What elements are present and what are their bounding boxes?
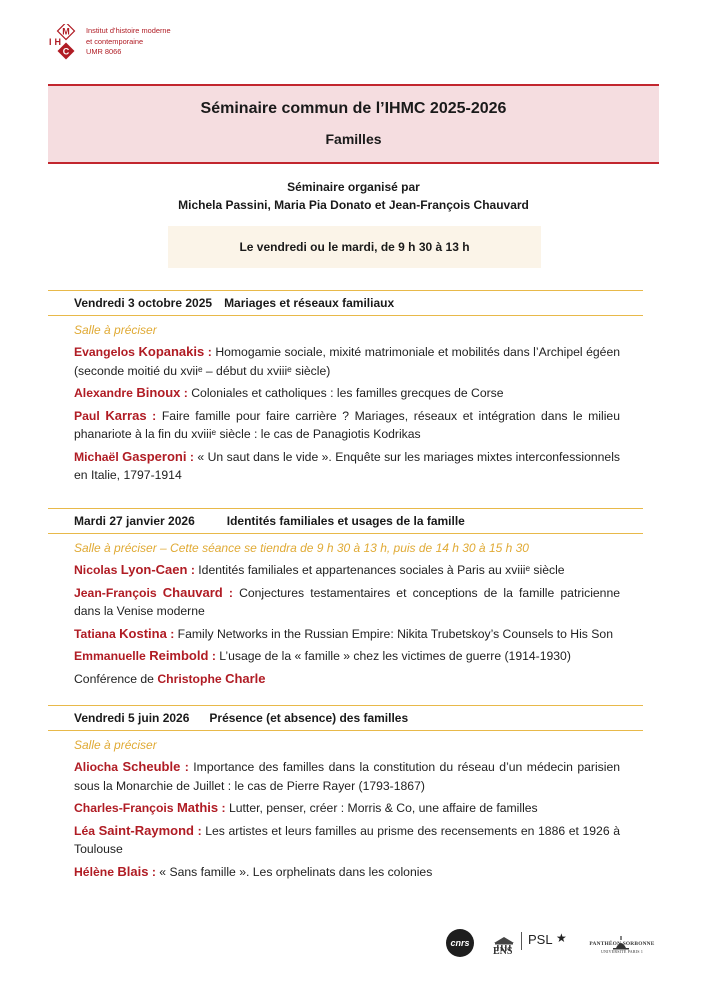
talk-item: [48, 799, 643, 818]
speaker-name: Nicolas Lyon-Caen :: [74, 562, 195, 577]
talk-item: [48, 384, 643, 403]
ihmc-logo: [46, 24, 206, 68]
session-1: [48, 290, 643, 485]
speaker-name: Léa Saint-Raymond :: [74, 822, 202, 838]
talk-title: Faire famille pour faire carrière ? Mariages, réseaux et intégration dans le milieu phanariote à la fin du xviiiᵉ siècle : le cas de Panagiotis Kodrikas: [74, 408, 620, 441]
talk-item: [48, 822, 643, 859]
speaker-name: Jean-François Chauvard :: [74, 584, 233, 600]
speaker-name: Alexandre Binoux :: [74, 385, 188, 400]
talk-title: L’usage de la « famille » chez les victimes de guerre (1914-1930): [219, 649, 571, 663]
talk-item: [48, 584, 643, 621]
speaker-name: Paul Karras :: [74, 407, 157, 423]
talk-item: [48, 758, 643, 795]
pantheon-name: PANTHÉON SORBONNE: [589, 941, 655, 947]
talk-title: Coloniales et catholiques : les familles grecques de Corse: [191, 386, 504, 400]
logo-text: [86, 26, 171, 58]
cnrs-logo: cnrs: [446, 929, 474, 957]
logo-divider: [521, 932, 522, 950]
logo-letter-c: C: [62, 46, 70, 57]
conference-line: [48, 670, 643, 689]
organisers-names: Michela Passini, Maria Pia Donato et Jean-François Chauvard: [178, 198, 529, 212]
session-header: [48, 705, 643, 731]
talk-item: [48, 407, 643, 444]
session-2: [48, 508, 643, 688]
logo-line-3: UMR 8066: [86, 47, 122, 56]
page-title: Séminaire commun de l’IHMC 2025-2026: [200, 100, 507, 117]
talk-item: [48, 561, 643, 580]
talk-title: Conjectures testamentaires et conceptions de la famille patricienne dans la Venise moderne: [74, 585, 621, 618]
page-subtitle: Familles: [325, 131, 382, 147]
talk-item: [48, 863, 643, 882]
organisers-block: [48, 178, 659, 214]
logo-line-2: et contemporaine: [86, 36, 144, 46]
psl-star-icon: ★: [556, 931, 567, 945]
session-theme: Identités familiales et usages de la famille: [226, 514, 465, 528]
session-theme: Présence (et absence) des familles: [209, 711, 409, 725]
talk-title: « Un saut dans le vide ». Enquête sur les mariages mixtes interconfessionnels en Italie, 1797-1914: [74, 449, 620, 482]
speaker-name: Aliocha Scheuble :: [74, 759, 189, 774]
conference-speaker: Christophe Charle: [157, 670, 266, 686]
speaker-name: Hélène Blais :: [74, 863, 156, 879]
speaker-name: Tatiana Kostina :: [74, 625, 175, 641]
schedule-box: Le vendredi ou le mardi, de 9 h 30 à 13 h: [168, 226, 541, 268]
talk-title: Identités familiales et appartenances sociales à Paris au xviiiᵉ siècle: [198, 563, 565, 577]
session-room: Salle à préciser: [74, 738, 157, 752]
talk-title: Homogamie sociale, mixité matrimoniale et mobilités dans l’Archipel égéen (seconde moitié du xviiᵉ – début du xviiiᵉ siècle): [74, 345, 621, 378]
session-room: Salle à préciser – Cette séance se tiendra de 9 h 30 à 13 h, puis de 14 h 30 à 15 h 30: [74, 541, 529, 555]
talk-title: Importance des familles dans la constitution du réseau d’un médecin parisien sous la Monarchie de Juillet : le cas de Pierre Rayer (1793-1867): [74, 760, 621, 793]
talk-title: Lutter, penser, créer : Morris & Co, une affaire de familles: [228, 801, 538, 815]
talk-item: [48, 647, 643, 666]
session-date: Vendredi 3 octobre 2025: [74, 296, 213, 310]
session-date: Vendredi 5 juin 2026: [74, 711, 190, 725]
ens-logo-text: ENS: [493, 946, 513, 957]
organised-intro: Séminaire organisé par: [287, 180, 420, 194]
talk-item: [48, 343, 643, 380]
logo-letter-i: I: [49, 37, 52, 47]
logo-line-1: Institut d’histoire moderne: [86, 26, 171, 35]
session-room: Salle à préciser: [74, 323, 157, 337]
speaker-name: Emmanuelle Reimbold :: [74, 648, 216, 663]
session-header: [48, 290, 643, 316]
ihmc-logo-mark: [46, 24, 86, 66]
session-date: Mardi 27 janvier 2026: [74, 514, 195, 528]
logo-letter-h: H: [54, 37, 61, 47]
talk-title: Family Networks in the Russian Empire: Nikita Trubetskoy’s Counsels to His Son: [177, 626, 613, 641]
session-3: [48, 705, 643, 881]
speaker-name: Evangelos Kopanakis :: [74, 344, 212, 359]
title-band: [48, 84, 659, 164]
conference-prefix: Conférence de: [74, 671, 154, 686]
session-theme: Mariages et réseaux familiaux: [224, 296, 395, 310]
talk-item: [48, 625, 643, 644]
pantheon-sorbonne-logo: [584, 941, 660, 955]
speaker-name: Michaël Gasperoni :: [74, 448, 194, 464]
speaker-name: Charles-François Mathis :: [74, 800, 226, 815]
pantheon-subname: UNIVERSITÉ PARIS 1: [600, 949, 644, 954]
talk-title: Les artistes et leurs familles au prisme des recensements en 1886 et 1926 à Toulouse: [74, 823, 620, 856]
talk-title: « Sans famille ». Les orphelinats dans les colonies: [159, 864, 433, 879]
logo-letter-m: M: [62, 26, 70, 37]
session-header: [48, 508, 643, 534]
talk-item: [48, 448, 643, 485]
psl-logo: PSL: [528, 932, 553, 947]
